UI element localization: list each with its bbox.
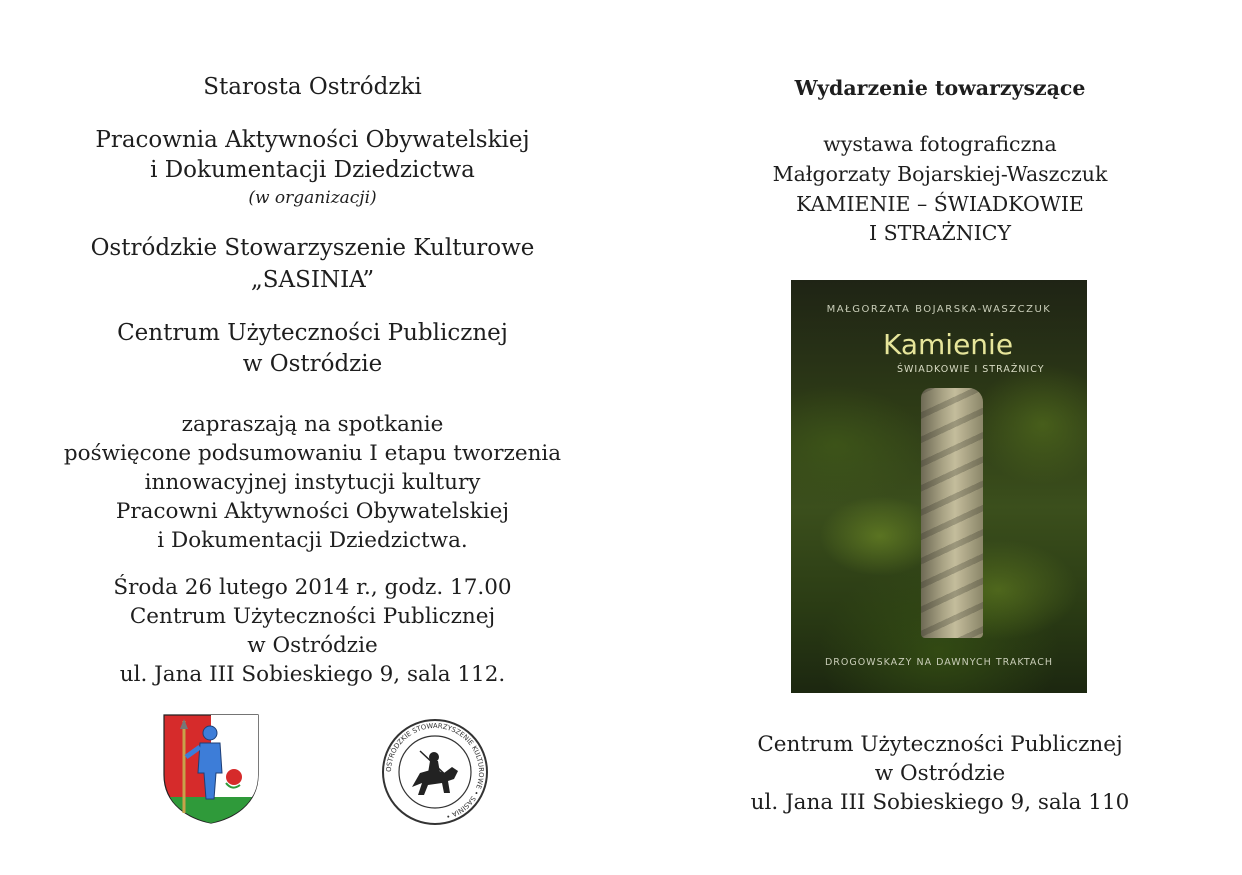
- sasinia-seal-logo: [380, 717, 490, 827]
- exhibit-author: Małgorzaty Bojarskiej-Waszczuk: [772, 162, 1108, 186]
- cover-footer: DROGOWSKAZY NA DAWNYCH TRAKTACH: [824, 657, 1054, 668]
- event-address: ul. Jana III Sobieskiego 9, sala 112.: [119, 662, 506, 687]
- organizer-sasinia-line2: „SASINIA”: [250, 267, 375, 293]
- event-venue: Centrum Użyteczności Publicznej: [129, 604, 496, 629]
- exhibit-title-line2: I STRAŻNICY: [868, 221, 1012, 245]
- exhibit-type: wystawa fotograficzna: [823, 132, 1057, 156]
- organizer-pracownia-line1: Pracownia Aktywności Obywatelskiej: [95, 127, 530, 153]
- cover-subtitle: ŚWIADKOWIE I STRAŻNICY: [897, 364, 1045, 375]
- venue-name: Centrum Użyteczności Publicznej: [757, 732, 1123, 757]
- cover-title: Kamienie: [883, 328, 1014, 361]
- cover-author: MAŁGORZATA BOJARSKA-WASZCZUK: [826, 304, 1052, 315]
- companion-event-header: Wydarzenie towarzyszące: [794, 76, 1086, 100]
- svg-text:OSTRÓDZKIE STOWARZYSZENIE KULT: OSTRÓDZKIE STOWARZYSZENIE KULTUROWE • SASINIA •: [384, 721, 486, 821]
- invite-line: poświęcone podsumowaniu I etapu tworzenia: [63, 441, 562, 466]
- invite-line: Pracowni Aktywności Obywatelskiej: [115, 499, 510, 524]
- book-cover-image: [791, 280, 1087, 693]
- event-city: w Ostródzie: [247, 633, 378, 658]
- invite-line: zapraszają na spotkanie: [181, 412, 444, 437]
- organizer-pracownia-note: (w organizacji): [248, 188, 377, 208]
- event-date: Środa 26 lutego 2014 r., godz. 17.00: [113, 575, 512, 600]
- invite-line: i Dokumentacji Dziedzictwa.: [157, 528, 468, 553]
- coat-of-arms-logo: [162, 713, 260, 825]
- organizer-sasinia-line1: Ostródzkie Stowarzyszenie Kulturowe: [90, 235, 535, 261]
- venue-city: w Ostródzie: [874, 761, 1006, 786]
- organizer-centrum-line1: Centrum Użyteczności Publicznej: [117, 320, 508, 346]
- organizer-centrum-line2: w Ostródzie: [242, 351, 383, 377]
- exhibit-title-line1: KAMIENIE – ŚWIADKOWIE: [796, 192, 1084, 216]
- venue-address: ul. Jana III Sobieskiego 9, sala 110: [750, 790, 1130, 815]
- boundary-stone-graphic: [921, 388, 983, 638]
- organizer-pracownia-line2: i Dokumentacji Dziedzictwa: [150, 157, 475, 183]
- organizer-starosta: Starosta Ostródzki: [203, 74, 422, 100]
- invite-line: innowacyjnej instytucji kultury: [144, 470, 481, 495]
